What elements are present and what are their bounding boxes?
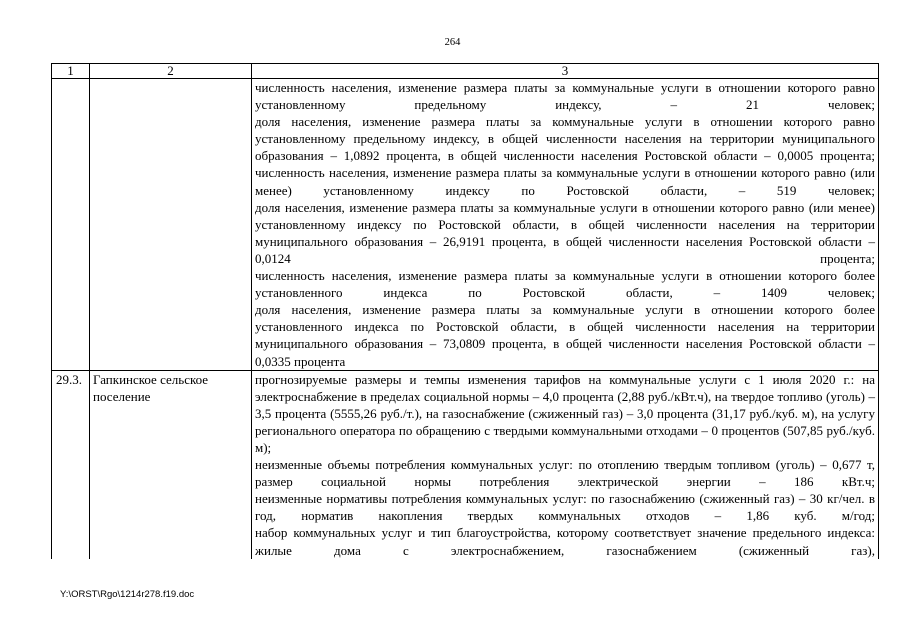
paragraph: численность населения, изменение размера платы за коммунальные услуги в отношении которого равно установленному предельному индексу, – 21 человек; — [255, 80, 875, 113]
table-row-29-3 — [52, 370, 879, 559]
header-col-2: 2 — [90, 64, 252, 79]
paragraph: доля населения, изменение размера платы за коммунальные услуги в отношении которого равно (или менее) установленному индексу по Ростовской области, в общей численности населения на территории муниципального образования – 26,9191 процента, в общей численности населения Ростовской области – 0,0124 процента; — [255, 199, 875, 266]
paragraph: набор коммунальных услуг и тип благоустройства, которому соответствует значение предельного индекса: жилые дома с электроснабжением, газоснабжением (сжиженный газ), — [255, 525, 875, 558]
cell-empty-number — [52, 79, 90, 371]
settlement-name: Гапкинское сельское поселение — [90, 370, 252, 559]
table-header-row — [52, 64, 879, 79]
cell-empty-name — [90, 79, 252, 371]
paragraph: доля населения, изменение размера платы за коммунальные услуги в отношении которого более установленного индекса по Ростовской области, в общей численности населения на территории муниципального образования – 73,0809 процента, в общей численности населения Ростовской области – 0,0335 процента — [255, 302, 875, 369]
paragraph: неизменные нормативы потребления коммунальных услуг: по газоснабжению (сжиженный газ) – 30 кг/чел. в год, норматив накопления твердых коммунальных отходов – 1,86 куб. м/год; — [255, 491, 875, 524]
header-col-3: 3 — [252, 64, 879, 79]
paragraph: численность населения, изменение размера платы за коммунальные услуги в отношении которого равно (или менее) установленному индексу по Ростовской области, – 519 человек; — [255, 165, 875, 198]
footer-file-path: Y:\ORST\Rgo\1214r278.f19.doc — [60, 589, 195, 600]
paragraph: прогнозируемые размеры и темпы изменения тарифов на коммунальные услуги с 1 июля 2020 г.: на электроснабжение в пределах социальной нормы – 4,0 процента (2,88 руб./кВт.ч), на твердое топливо (уголь) – 3,5 процента (5555,26 руб./т.), на газоснабжение (сжиженный газ) – 3,0 процента (31,17 руб./куб. м), на услугу регионального оператора по обращению с твердыми коммунальными отходами – 0 процентов (507,85 руб./куб. м); — [255, 371, 875, 455]
paragraph: доля населения, изменение размера платы за коммунальные услуги в отношении которого равно установленному предельному индексу, в общей численности населения на территории муниципального образования – 1,0892 процента, в общей численности населения Ростовской области – 0,0005 процента; — [255, 114, 875, 164]
header-col-1: 1 — [52, 64, 90, 79]
cell-settlement-text — [252, 370, 879, 559]
cell-continuation-text — [252, 79, 879, 371]
row-number: 29.3. — [52, 370, 90, 559]
paragraph: численность населения, изменение размера платы за коммунальные услуги в отношении которого более установленного индекса по Ростовской области, – 1409 человек; — [255, 268, 875, 301]
table-row-continuation — [52, 79, 879, 371]
paragraph: неизменные объемы потребления коммунальных услуг: по отоплению твердым топливом (уголь) – 0,677 т, размер социальной нормы потребления электрической энергии – 186 кВт.ч; — [255, 457, 875, 490]
document-table — [51, 63, 879, 559]
page-number: 264 — [444, 37, 461, 48]
